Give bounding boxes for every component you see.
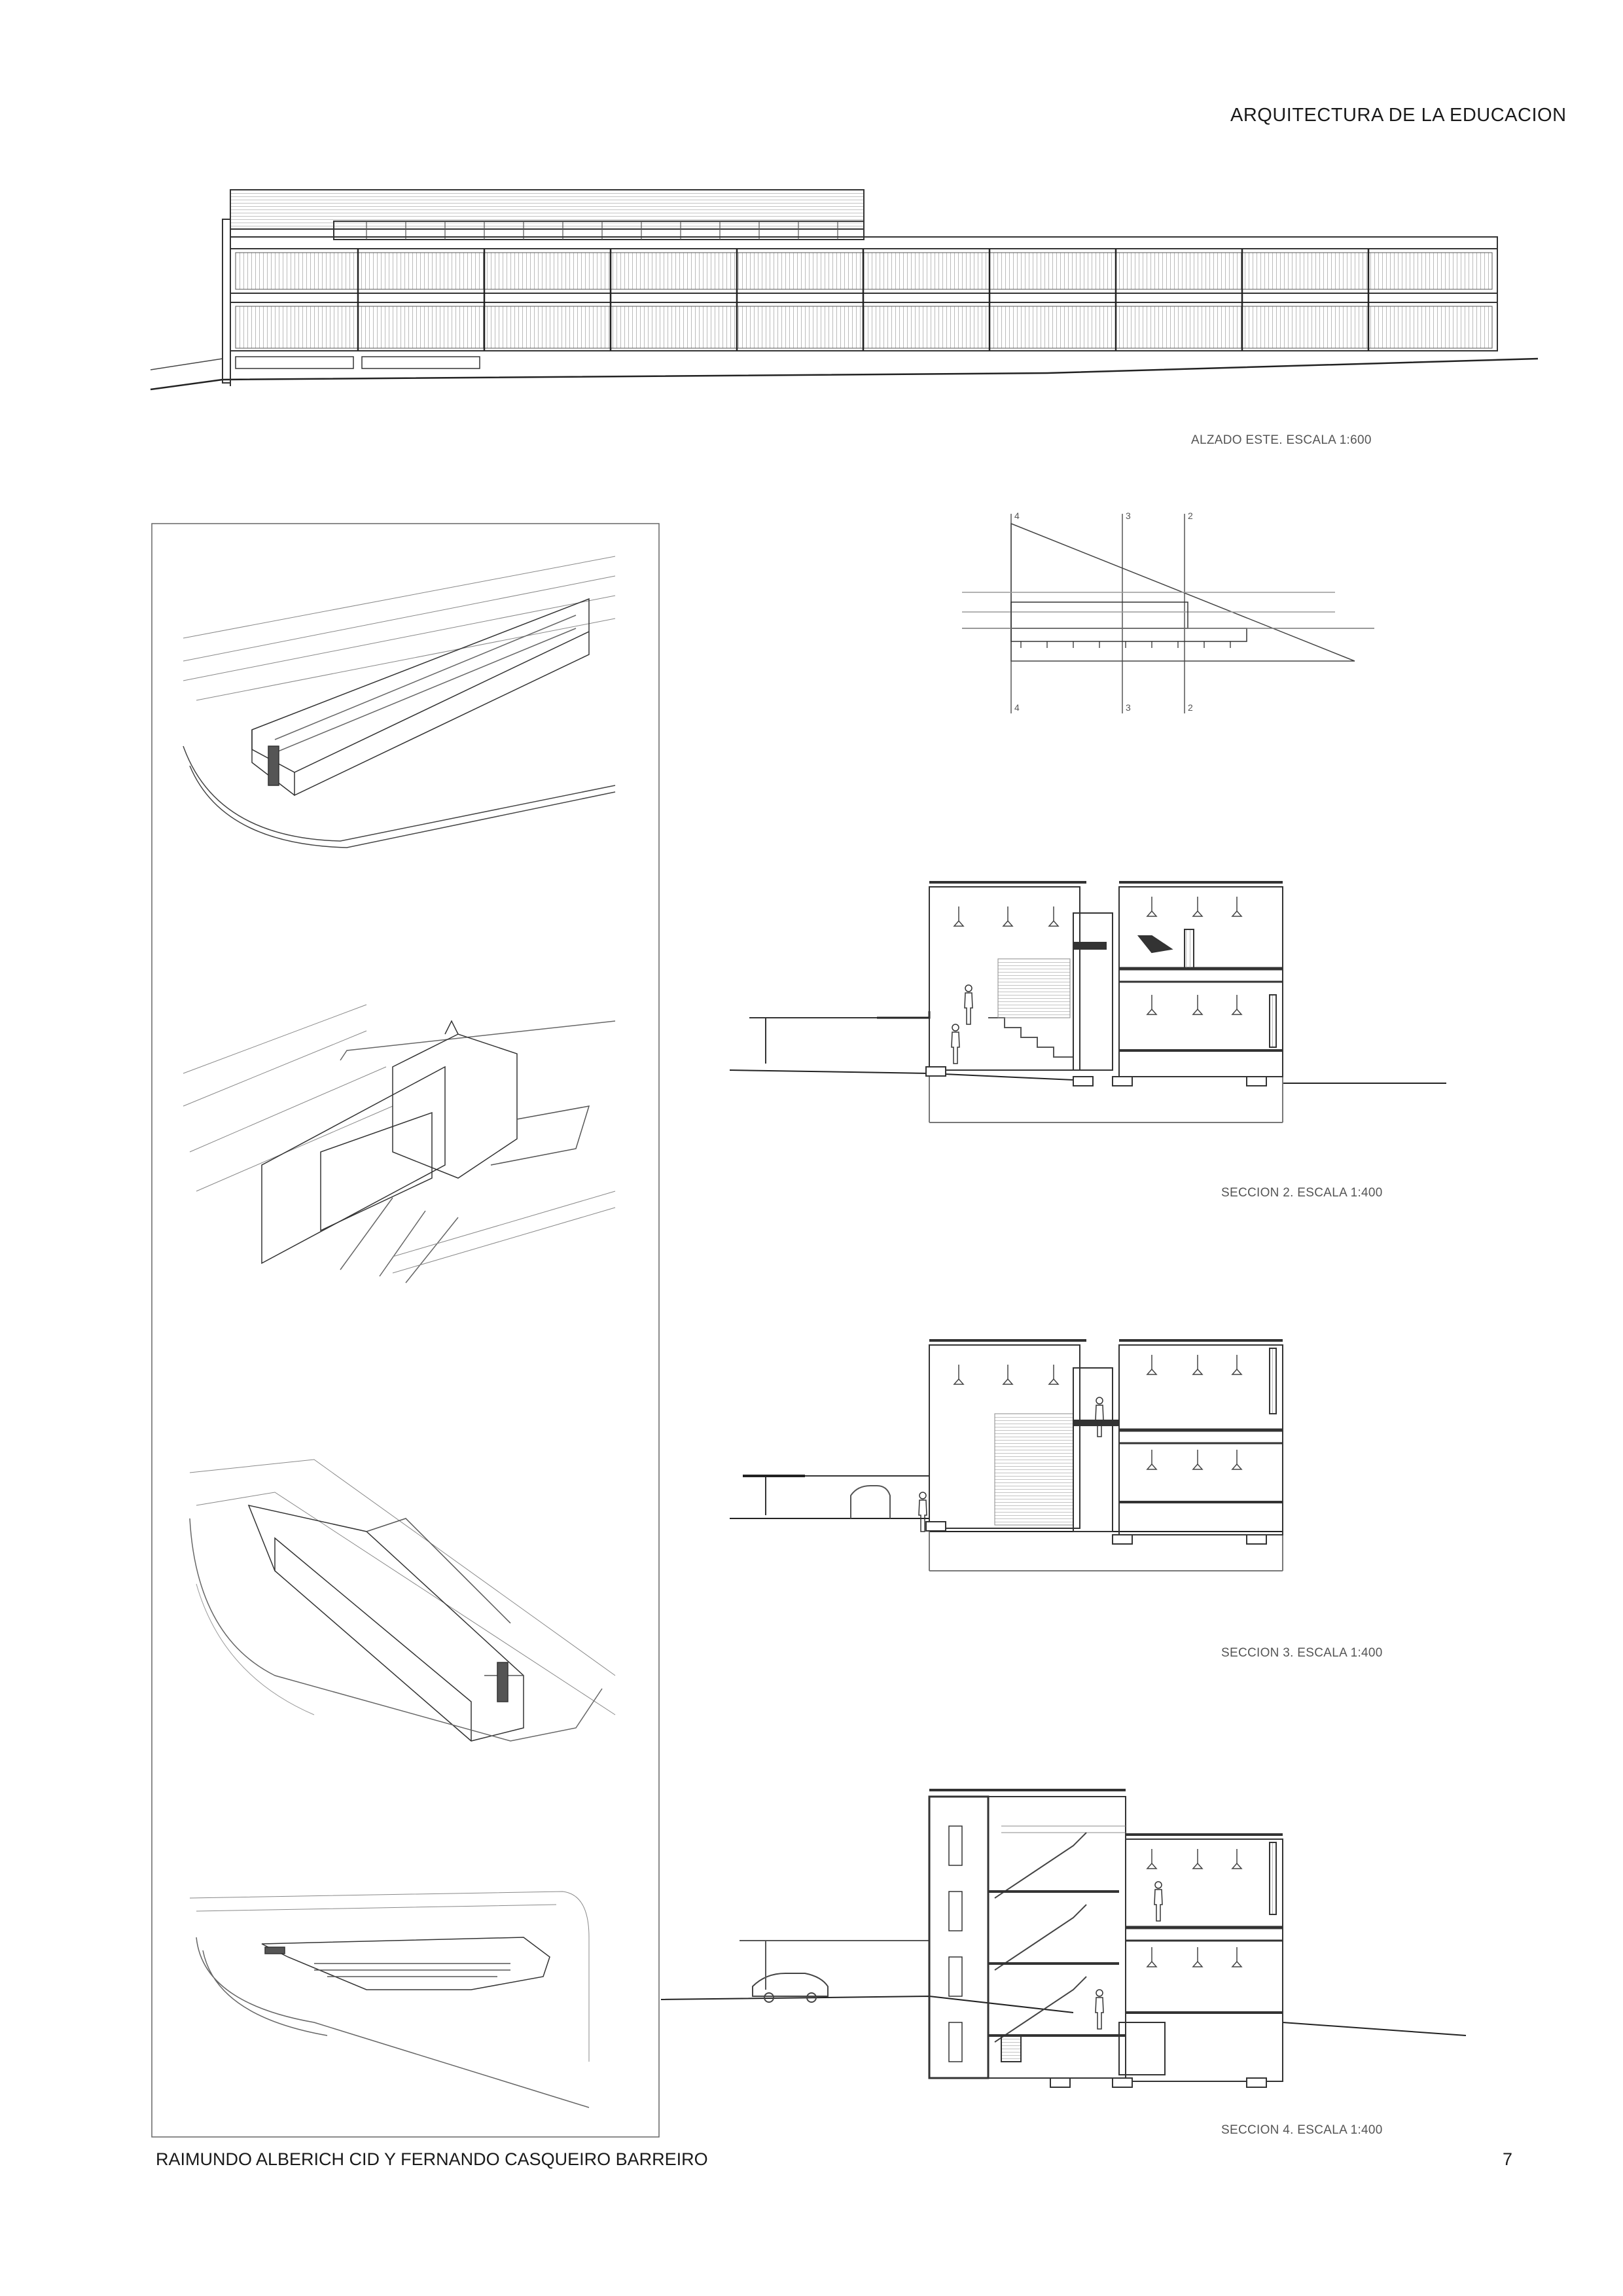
section-mark-3-bottom: 3 — [1126, 702, 1132, 713]
page-title: ARQUITECTURA DE LA EDUCACION — [1230, 105, 1567, 126]
section-2-caption: SECCION 2. ESCALA 1:400 — [1221, 1186, 1383, 1200]
axonometric-view-4 — [190, 1892, 589, 2108]
section-mark-4-top: 4 — [1014, 511, 1020, 521]
section-mark-3-top: 3 — [1126, 511, 1132, 521]
section-2 — [730, 882, 1446, 1122]
section-mark-2-bottom: 2 — [1188, 702, 1194, 713]
footer-authors: RAIMUNDO ALBERICH CID Y FERNANDO CASQUEIRO BARREIRO — [156, 2149, 708, 2169]
axonometric-view-3 — [190, 1460, 615, 1741]
page-number: 7 — [1503, 2149, 1513, 2169]
axonometric-view-1 — [183, 556, 615, 848]
section-4 — [661, 1790, 1466, 2087]
section-4-caption: SECCION 4. ESCALA 1:400 — [1221, 2123, 1383, 2137]
section-3-caption: SECCION 3. ESCALA 1:400 — [1221, 1646, 1383, 1660]
section-3 — [730, 1340, 1283, 1571]
section-mark-2-top: 2 — [1188, 511, 1194, 521]
section-mark-4-bottom: 4 — [1014, 702, 1020, 713]
east-elevation — [151, 190, 1538, 389]
axonometric-view-2 — [183, 1005, 615, 1283]
key-plan — [962, 514, 1374, 713]
elevation-caption: ALZADO ESTE. ESCALA 1:600 — [1191, 433, 1372, 447]
axonometric-panel — [152, 524, 659, 2137]
